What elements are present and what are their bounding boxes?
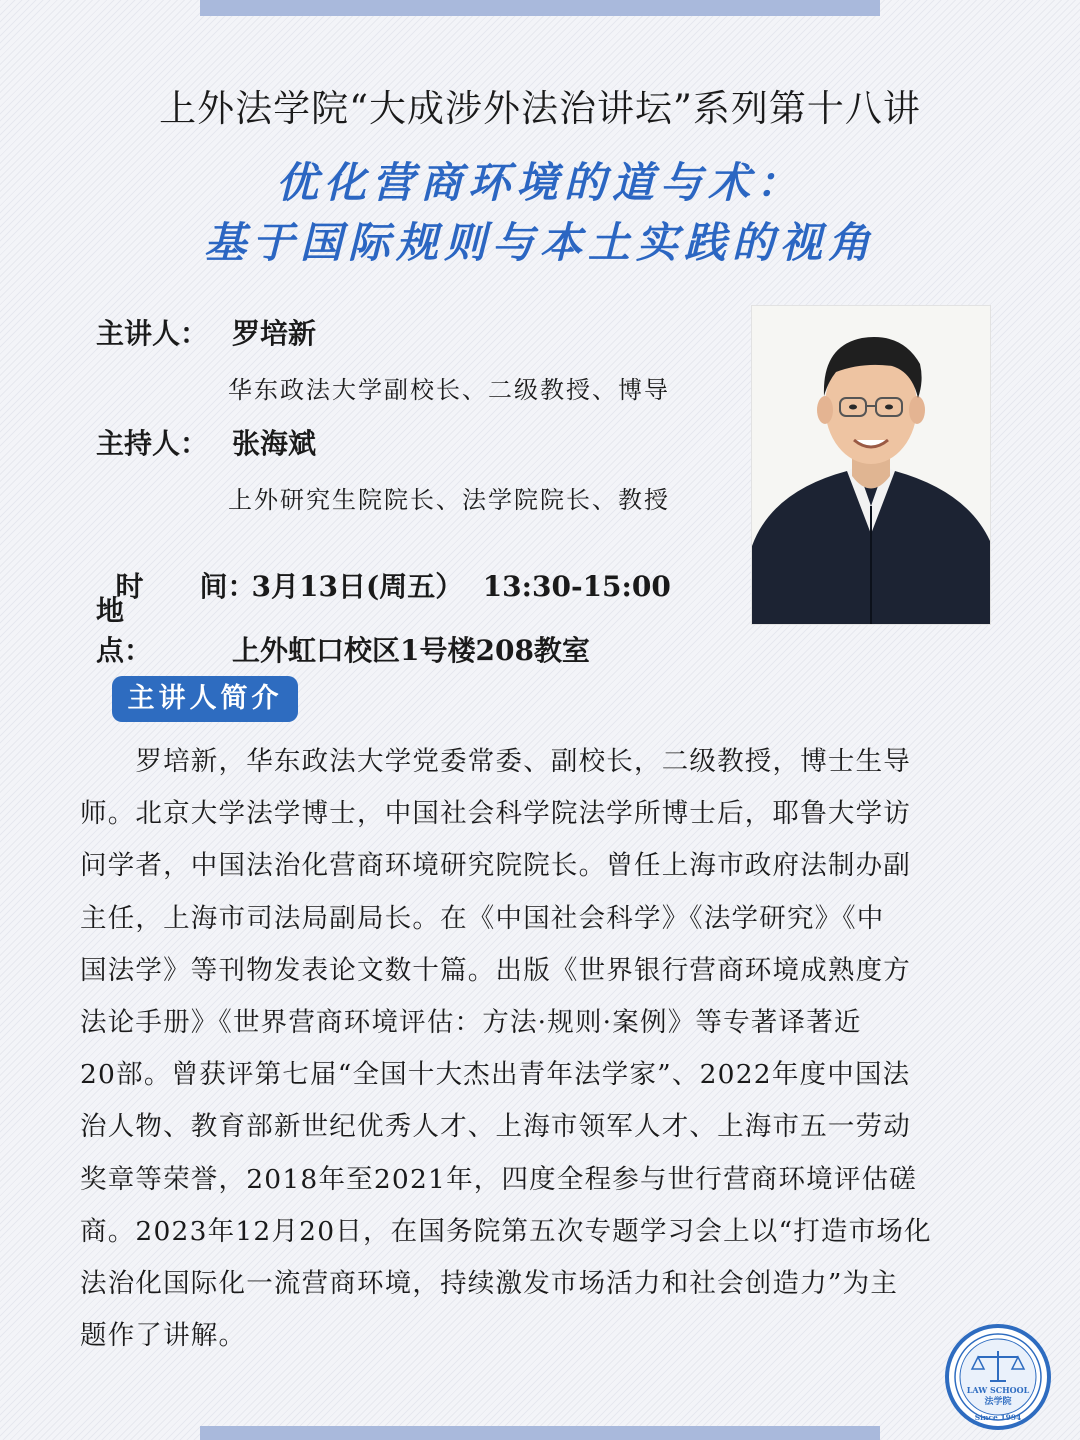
lecture-title-line2: 基于国际规则与本土实践的视角 [203, 218, 876, 267]
time-value: 3月13日(周五） 13:30-15:00 [251, 570, 671, 603]
bio-line: 法治化国际化一流营商环境，持续激发市场活力和社会创造力”为主 [80, 1268, 899, 1300]
speaker-portrait-illustration [752, 306, 990, 624]
speaker-row [96, 312, 316, 352]
bio-line: 罗培新，华东政法大学党委常委、副校长，二级教授，博士生导 [80, 746, 911, 777]
lecture-title-line1: 优化营商环境的道与术： [275, 158, 804, 207]
top-decorative-bar [200, 0, 880, 16]
venue-label: 地 点： [96, 594, 181, 667]
bio-line: 治人物、教育部新世纪优秀人才、上海市领军人才、上海市五一劳动 [80, 1111, 911, 1143]
speaker-label: 主讲人： [96, 317, 209, 350]
bio-line: 题作了讲解。 [80, 1320, 247, 1352]
series-title: 上外法学院“大成涉外法治讲坛”系列第十八讲 [159, 87, 921, 130]
venue-value: 上外虹口校区1号楼208教室 [232, 634, 590, 667]
host-name: 张海斌 [232, 427, 317, 460]
host-row [96, 422, 316, 462]
bio-line: 国法学》等刊物发表论文数十篇。出版《世界银行营商环境成熟度方 [80, 954, 911, 986]
bio-line: 问学者，中国法治化营商环境研究院院长。曾任上海市政府法制办副 [80, 850, 911, 882]
seal-chinese-text: 法学院 [984, 1397, 1012, 1407]
law-school-seal-logo [944, 1323, 1052, 1431]
venue-row [96, 589, 590, 669]
seal-since-text: Since 1994 [974, 1413, 1022, 1422]
speaker-bio [80, 736, 995, 1362]
speaker-name: 罗培新 [232, 317, 317, 350]
seal-english-text: LAW SCHOOL [966, 1385, 1030, 1395]
bio-line: 奖章等荣誉，2018年至2021年，四度全程参与世行营商环境评估磋 [80, 1163, 917, 1195]
speaker-photo [751, 305, 991, 625]
bottom-decorative-bar [200, 1426, 880, 1440]
bio-line: 师。北京大学法学博士，中国社会科学院法学所博士后，耶鲁大学访 [80, 798, 911, 830]
speaker-title: 华东政法大学副校长、二级教授、博导 [228, 376, 670, 404]
bio-line: 20部。曾获评第七届“全国十大杰出青年法学家”、2022年度中国法 [80, 1059, 911, 1091]
host-title: 上外研究生院院长、法学院院长、教授 [228, 486, 670, 514]
bio-line: 法论手册》《世界营商环境评估：方法·规则·案例》等专著译著近 [80, 1007, 862, 1039]
bio-line: 商。2023年12月20日，在国务院第五次专题学习会上以“打造市场化 [80, 1215, 932, 1247]
host-label: 主持人： [96, 427, 209, 460]
time-label: 时 间： [115, 570, 256, 603]
speaker-intro-badge: 主讲人简介 [112, 676, 298, 722]
bio-line: 主任，上海市司法局副局长。在《中国社会科学》《法学研究》《中 [80, 902, 885, 934]
